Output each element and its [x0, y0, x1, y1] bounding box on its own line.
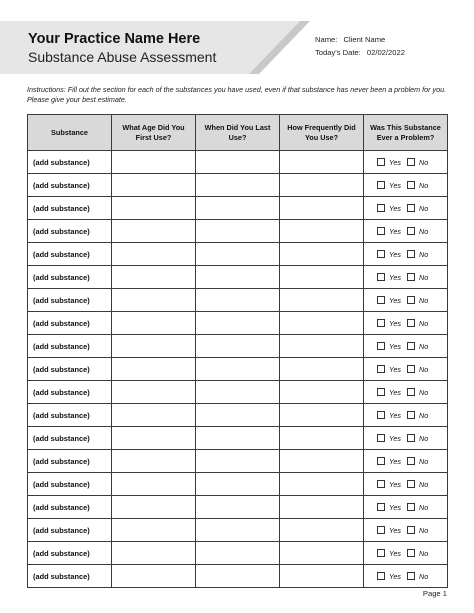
table-row	[28, 151, 448, 174]
table-row	[28, 243, 448, 266]
first-use-age-cell[interactable]	[112, 565, 196, 588]
table-row	[28, 496, 448, 519]
frequency-cell[interactable]	[280, 473, 364, 496]
last-use-cell[interactable]	[196, 519, 280, 542]
yes-label: Yes	[389, 433, 401, 443]
table-row	[28, 289, 448, 312]
substance-table	[27, 114, 448, 588]
yes-label: Yes	[389, 295, 401, 305]
yes-checkbox[interactable]	[377, 273, 385, 281]
client-name-field[interactable]: Client Name	[343, 35, 386, 44]
frequency-cell[interactable]	[280, 335, 364, 358]
yes-checkbox[interactable]	[377, 158, 385, 166]
no-checkbox[interactable]	[407, 549, 415, 557]
substance-cell[interactable]: (add substance)	[28, 358, 112, 381]
problem-cell	[364, 174, 448, 197]
yes-label: Yes	[389, 479, 401, 489]
no-label: No	[419, 272, 429, 282]
no-checkbox[interactable]	[407, 181, 415, 189]
yes-label: Yes	[389, 203, 401, 213]
problem-cell	[364, 220, 448, 243]
last-use-cell[interactable]	[196, 450, 280, 473]
first-use-age-cell[interactable]	[112, 542, 196, 565]
problem-cell	[364, 404, 448, 427]
no-checkbox[interactable]	[407, 526, 415, 534]
table-row	[28, 312, 448, 335]
problem-cell	[364, 427, 448, 450]
table-body	[28, 151, 448, 588]
substance-cell[interactable]: (add substance)	[28, 450, 112, 473]
date-label: Today's Date:	[315, 48, 361, 57]
problem-cell	[364, 151, 448, 174]
yes-label: Yes	[389, 157, 401, 167]
date-line	[315, 48, 405, 57]
no-checkbox[interactable]	[407, 434, 415, 442]
substance-cell[interactable]: (add substance)	[28, 243, 112, 266]
yes-label: Yes	[389, 456, 401, 466]
table-row	[28, 266, 448, 289]
substance-cell[interactable]: (add substance)	[28, 289, 112, 312]
yes-label: Yes	[389, 249, 401, 259]
first-use-age-cell[interactable]	[112, 243, 196, 266]
problem-cell	[364, 381, 448, 404]
substance-cell[interactable]: (add substance)	[28, 312, 112, 335]
client-name-label: Name:	[315, 35, 338, 44]
no-checkbox[interactable]	[407, 204, 415, 212]
yes-checkbox[interactable]	[377, 457, 385, 465]
table-header-row	[28, 115, 448, 151]
table-row	[28, 404, 448, 427]
column-header-last-use: When Did You Last Use?	[196, 115, 280, 151]
yes-checkbox[interactable]	[377, 549, 385, 557]
table-row	[28, 473, 448, 496]
yes-checkbox[interactable]	[377, 365, 385, 373]
first-use-age-cell[interactable]	[112, 335, 196, 358]
last-use-cell[interactable]	[196, 243, 280, 266]
yes-checkbox[interactable]	[377, 342, 385, 350]
problem-cell	[364, 289, 448, 312]
last-use-cell[interactable]	[196, 358, 280, 381]
no-label: No	[419, 341, 429, 351]
no-checkbox[interactable]	[407, 342, 415, 350]
page-title: Substance Abuse Assessment	[28, 49, 217, 65]
yes-label: Yes	[389, 318, 401, 328]
no-checkbox[interactable]	[407, 411, 415, 419]
yes-label: Yes	[389, 410, 401, 420]
table-row	[28, 565, 448, 588]
page-header	[0, 0, 474, 76]
last-use-cell[interactable]	[196, 565, 280, 588]
last-use-cell[interactable]	[196, 197, 280, 220]
frequency-cell[interactable]	[280, 220, 364, 243]
first-use-age-cell[interactable]	[112, 289, 196, 312]
no-checkbox[interactable]	[407, 227, 415, 235]
table-row	[28, 174, 448, 197]
no-checkbox[interactable]	[407, 319, 415, 327]
table-row	[28, 381, 448, 404]
yes-checkbox[interactable]	[377, 411, 385, 419]
no-checkbox[interactable]	[407, 480, 415, 488]
problem-cell	[364, 335, 448, 358]
no-label: No	[419, 157, 429, 167]
table-row	[28, 220, 448, 243]
column-header-frequency: How Frequently Did You Use?	[280, 115, 364, 151]
yes-checkbox[interactable]	[377, 296, 385, 304]
last-use-cell[interactable]	[196, 174, 280, 197]
yes-checkbox[interactable]	[377, 204, 385, 212]
practice-name: Your Practice Name Here	[28, 31, 201, 47]
substance-cell[interactable]: (add substance)	[28, 473, 112, 496]
yes-checkbox[interactable]	[377, 503, 385, 511]
last-use-cell[interactable]	[196, 266, 280, 289]
yes-checkbox[interactable]	[377, 181, 385, 189]
problem-cell	[364, 312, 448, 335]
table-row	[28, 358, 448, 381]
page-number: Page 1	[422, 589, 447, 598]
problem-cell	[364, 519, 448, 542]
table-row	[28, 519, 448, 542]
last-use-cell[interactable]	[196, 473, 280, 496]
frequency-cell[interactable]	[280, 496, 364, 519]
yes-checkbox[interactable]	[377, 480, 385, 488]
yes-label: Yes	[389, 548, 401, 558]
first-use-age-cell[interactable]	[112, 519, 196, 542]
frequency-cell[interactable]	[280, 289, 364, 312]
no-checkbox[interactable]	[407, 388, 415, 396]
column-header-first-use-age: What Age Did You First Use?	[112, 115, 196, 151]
no-checkbox[interactable]	[407, 273, 415, 281]
column-header-substance: Substance	[28, 115, 112, 151]
yes-checkbox[interactable]	[377, 227, 385, 235]
no-label: No	[419, 387, 429, 397]
problem-cell	[364, 358, 448, 381]
first-use-age-cell[interactable]	[112, 266, 196, 289]
first-use-age-cell[interactable]	[112, 473, 196, 496]
yes-checkbox[interactable]	[377, 250, 385, 258]
last-use-cell[interactable]	[196, 381, 280, 404]
substance-cell[interactable]: (add substance)	[28, 565, 112, 588]
no-label: No	[419, 364, 429, 374]
problem-cell	[364, 473, 448, 496]
yes-label: Yes	[389, 571, 401, 581]
frequency-cell[interactable]	[280, 174, 364, 197]
first-use-age-cell[interactable]	[112, 174, 196, 197]
no-label: No	[419, 548, 429, 558]
frequency-cell[interactable]	[280, 450, 364, 473]
frequency-cell[interactable]	[280, 542, 364, 565]
first-use-age-cell[interactable]	[112, 197, 196, 220]
substance-cell[interactable]: (add substance)	[28, 381, 112, 404]
last-use-cell[interactable]	[196, 312, 280, 335]
no-checkbox[interactable]	[407, 250, 415, 258]
last-use-cell[interactable]	[196, 220, 280, 243]
substance-cell[interactable]: (add substance)	[28, 335, 112, 358]
substance-cell[interactable]: (add substance)	[28, 404, 112, 427]
yes-label: Yes	[389, 387, 401, 397]
last-use-cell[interactable]	[196, 289, 280, 312]
last-use-cell[interactable]	[196, 404, 280, 427]
table-row	[28, 335, 448, 358]
table-row	[28, 542, 448, 565]
substance-cell[interactable]: (add substance)	[28, 519, 112, 542]
no-label: No	[419, 203, 429, 213]
first-use-age-cell[interactable]	[112, 404, 196, 427]
substance-cell[interactable]: (add substance)	[28, 427, 112, 450]
frequency-cell[interactable]	[280, 427, 364, 450]
yes-label: Yes	[389, 364, 401, 374]
no-label: No	[419, 479, 429, 489]
no-label: No	[419, 571, 429, 581]
no-checkbox[interactable]	[407, 572, 415, 580]
first-use-age-cell[interactable]	[112, 151, 196, 174]
frequency-cell[interactable]	[280, 266, 364, 289]
first-use-age-cell[interactable]	[112, 358, 196, 381]
yes-checkbox[interactable]	[377, 319, 385, 327]
problem-cell	[364, 450, 448, 473]
table-row	[28, 197, 448, 220]
problem-cell	[364, 266, 448, 289]
substance-cell[interactable]: (add substance)	[28, 197, 112, 220]
yes-checkbox[interactable]	[377, 526, 385, 534]
no-label: No	[419, 456, 429, 466]
problem-cell	[364, 565, 448, 588]
date-field[interactable]: 02/02/2022	[366, 48, 405, 57]
frequency-cell[interactable]	[280, 312, 364, 335]
frequency-cell[interactable]	[280, 404, 364, 427]
substance-cell[interactable]: (add substance)	[28, 220, 112, 243]
yes-label: Yes	[389, 226, 401, 236]
last-use-cell[interactable]	[196, 335, 280, 358]
first-use-age-cell[interactable]	[112, 496, 196, 519]
substance-cell[interactable]: (add substance)	[28, 542, 112, 565]
no-label: No	[419, 180, 429, 190]
last-use-cell[interactable]	[196, 427, 280, 450]
first-use-age-cell[interactable]	[112, 312, 196, 335]
first-use-age-cell[interactable]	[112, 381, 196, 404]
frequency-cell[interactable]	[280, 243, 364, 266]
no-label: No	[419, 318, 429, 328]
yes-label: Yes	[389, 502, 401, 512]
last-use-cell[interactable]	[196, 496, 280, 519]
frequency-cell[interactable]	[280, 358, 364, 381]
frequency-cell[interactable]	[280, 381, 364, 404]
last-use-cell[interactable]	[196, 151, 280, 174]
yes-checkbox[interactable]	[377, 572, 385, 580]
problem-cell	[364, 197, 448, 220]
no-label: No	[419, 410, 429, 420]
first-use-age-cell[interactable]	[112, 450, 196, 473]
first-use-age-cell[interactable]	[112, 427, 196, 450]
table-row	[28, 427, 448, 450]
frequency-cell[interactable]	[280, 197, 364, 220]
client-name-line	[315, 35, 385, 44]
yes-checkbox[interactable]	[377, 434, 385, 442]
instructions-text: Instructions: Fill out the section for each of the substances you have used, even if that substance has never been a problem for you. Please give your best estimate.	[27, 85, 447, 105]
frequency-cell[interactable]	[280, 519, 364, 542]
yes-label: Yes	[389, 525, 401, 535]
column-header-problem: Was This Substance Ever a Problem?	[364, 115, 448, 151]
no-label: No	[419, 226, 429, 236]
frequency-cell[interactable]	[280, 151, 364, 174]
yes-label: Yes	[389, 180, 401, 190]
yes-label: Yes	[389, 272, 401, 282]
problem-cell	[364, 243, 448, 266]
no-label: No	[419, 295, 429, 305]
no-checkbox[interactable]	[407, 296, 415, 304]
problem-cell	[364, 496, 448, 519]
frequency-cell[interactable]	[280, 565, 364, 588]
no-label: No	[419, 433, 429, 443]
no-checkbox[interactable]	[407, 503, 415, 511]
no-checkbox[interactable]	[407, 365, 415, 373]
first-use-age-cell[interactable]	[112, 220, 196, 243]
no-checkbox[interactable]	[407, 158, 415, 166]
substance-cell[interactable]: (add substance)	[28, 151, 112, 174]
no-checkbox[interactable]	[407, 457, 415, 465]
no-label: No	[419, 502, 429, 512]
yes-checkbox[interactable]	[377, 388, 385, 396]
no-label: No	[419, 249, 429, 259]
substance-cell[interactable]: (add substance)	[28, 496, 112, 519]
yes-label: Yes	[389, 341, 401, 351]
substance-cell[interactable]: (add substance)	[28, 174, 112, 197]
no-label: No	[419, 525, 429, 535]
substance-cell[interactable]: (add substance)	[28, 266, 112, 289]
table-row	[28, 450, 448, 473]
header-band-light	[0, 21, 300, 74]
last-use-cell[interactable]	[196, 542, 280, 565]
problem-cell	[364, 542, 448, 565]
